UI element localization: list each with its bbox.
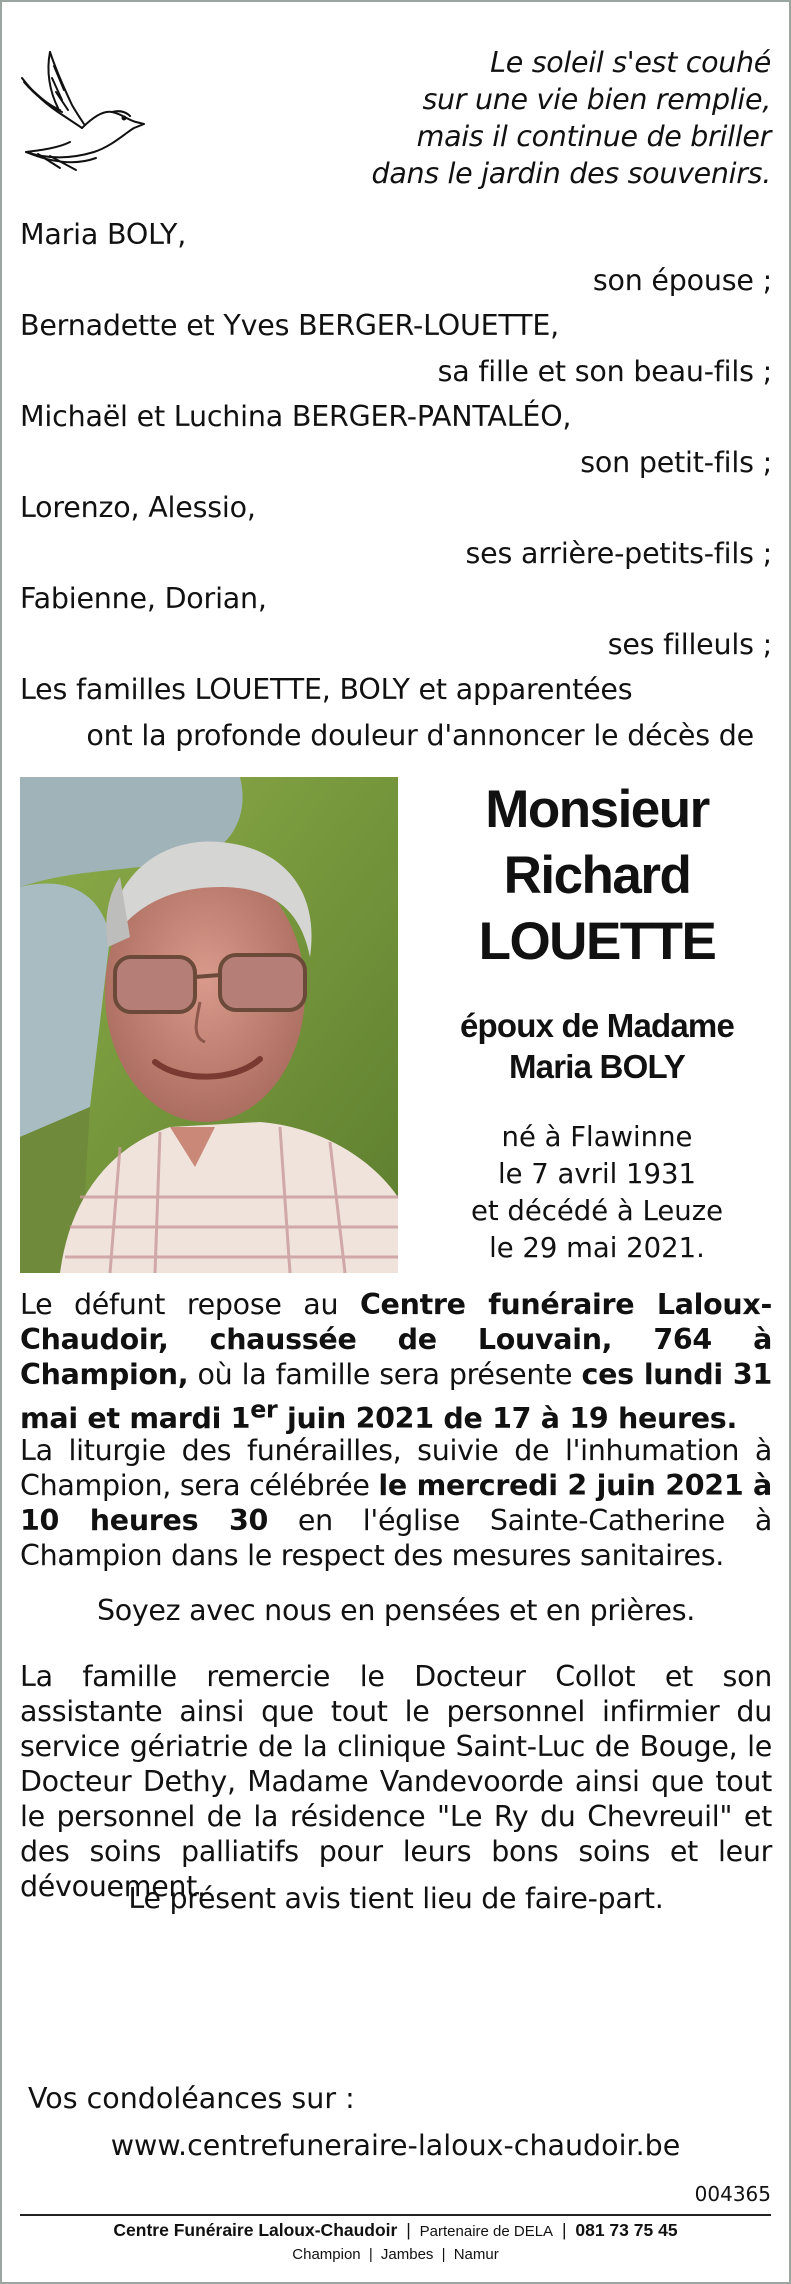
families-line: Les familles LOUETTE, BOLY et apparentées [20, 673, 633, 706]
family-name: Bernadette et Yves BERGER-LOUETTE, [20, 309, 560, 342]
liturgy-text: en l'église Sainte-Catherine à Champion dans le respect des mesures sanitaires. [20, 1504, 772, 1572]
website-link[interactable]: www.centrefuneraire-laloux-chaudoir.be [110, 2129, 681, 2162]
thanks-paragraph: La famille remercie le Docteur Collot et son assistante ainsi que tout le personnel infirmier du service gériatrie de la clinique Saint-Luc de Bouge, le Docteur Dethy, Madame Vandevoorde ainsi que tout le personnel de la résidence "Le Ry du Chevreuil" et des soins palliatifs pour leurs bons soins et leur dévouement. [20, 1660, 772, 1903]
footer-location: Jambes [380, 2246, 434, 2263]
footer-location: Namur [453, 2246, 499, 2263]
repose-dates-text: juin 2021 de 17 à 19 heures. [277, 1401, 737, 1435]
spouse-info [422, 1005, 772, 1087]
family-relation: son petit-fils ; [580, 445, 772, 479]
separator: | [368, 2246, 373, 2263]
superscript: er [250, 1395, 278, 1423]
footer-company: Centre Funéraire Laloux-Chaudoir [113, 2220, 398, 2240]
separator: | [441, 2246, 446, 2263]
poem [211, 44, 771, 192]
birth-date: le 7 avril 1931 [498, 1158, 696, 1190]
deceased-block [422, 777, 772, 1267]
reference-number: 004365 [694, 2182, 771, 2206]
repose-paragraph [20, 1287, 772, 1433]
announce-line: ont la profonde douleur d'annoncer le décès de [86, 718, 754, 752]
condolences-label: Vos condoléances sur : [28, 2082, 355, 2115]
footer-location: Champion [292, 2246, 361, 2263]
prayer-line: Soyez avec nous en pensées et en prières. [96, 1594, 696, 1627]
liturgy-datetime: le mercredi 2 juin 2021 à 10 heures 30 [20, 1469, 772, 1537]
family-list [20, 212, 772, 758]
deceased-title: Monsieur [485, 780, 709, 839]
deceased-last-name: LOUETTE [478, 912, 716, 971]
footer-company-line [2, 2220, 789, 2241]
family-relation: son épouse ; [592, 263, 772, 297]
repose-location: Centre funéraire Laloux-Chaudoir, chaussée de Louvain, 764 à Champion, [20, 1288, 772, 1391]
dove-icon [20, 50, 165, 185]
birth-place: né à Flawinne [501, 1121, 693, 1153]
footer-phone: 081 73 75 45 [575, 2220, 678, 2240]
repose-dates-text: ces lundi 31 mai et mardi 1 [20, 1358, 772, 1435]
footer-locations [2, 2246, 789, 2263]
family-relation: sa fille et son beau-fils ; [437, 354, 772, 388]
poem-line: Le soleil s'est couhé [490, 46, 771, 79]
liturgy-text: La liturgie des funérailles, suivie de l'inhumation à Champion, sera célébrée [20, 1434, 772, 1502]
repose-text: Le défunt repose au [20, 1288, 360, 1321]
notice-body [20, 1287, 772, 1947]
separator: | [561, 2220, 567, 2240]
spouse-line: époux de Madame [459, 1007, 735, 1044]
family-name: Michaël et Luchina BERGER-PANTALÉO, [20, 400, 572, 433]
poem-line: dans le jardin des souvenirs. [371, 157, 771, 190]
deceased-first-name: Richard [503, 846, 691, 905]
footer-partner: Partenaire de DELA [419, 2223, 554, 2240]
liturgy-paragraph [20, 1433, 772, 1593]
notice-line: Le présent avis tient lieu de faire-part. [128, 1882, 664, 1915]
portrait-photo [20, 777, 398, 1273]
family-relation: ses filleuls ; [607, 627, 772, 661]
divider [20, 2214, 771, 2216]
death-date: le 29 mai 2021. [489, 1232, 705, 1264]
poem-line: mais il continue de briller [416, 120, 771, 153]
death-place: et décédé à Leuze [470, 1195, 724, 1227]
family-relation: ses arrière-petits-fils ; [465, 536, 772, 570]
family-name: Maria BOLY, [20, 218, 187, 251]
family-name: Fabienne, Dorian, [20, 582, 267, 615]
poem-line: sur une vie bien remplie, [422, 83, 771, 116]
life-dates [422, 1119, 772, 1267]
spouse-name: Maria BOLY [508, 1048, 685, 1085]
family-name: Lorenzo, Alessio, [20, 491, 256, 524]
repose-text: où la famille sera présente [188, 1358, 582, 1391]
separator: | [406, 2220, 411, 2240]
